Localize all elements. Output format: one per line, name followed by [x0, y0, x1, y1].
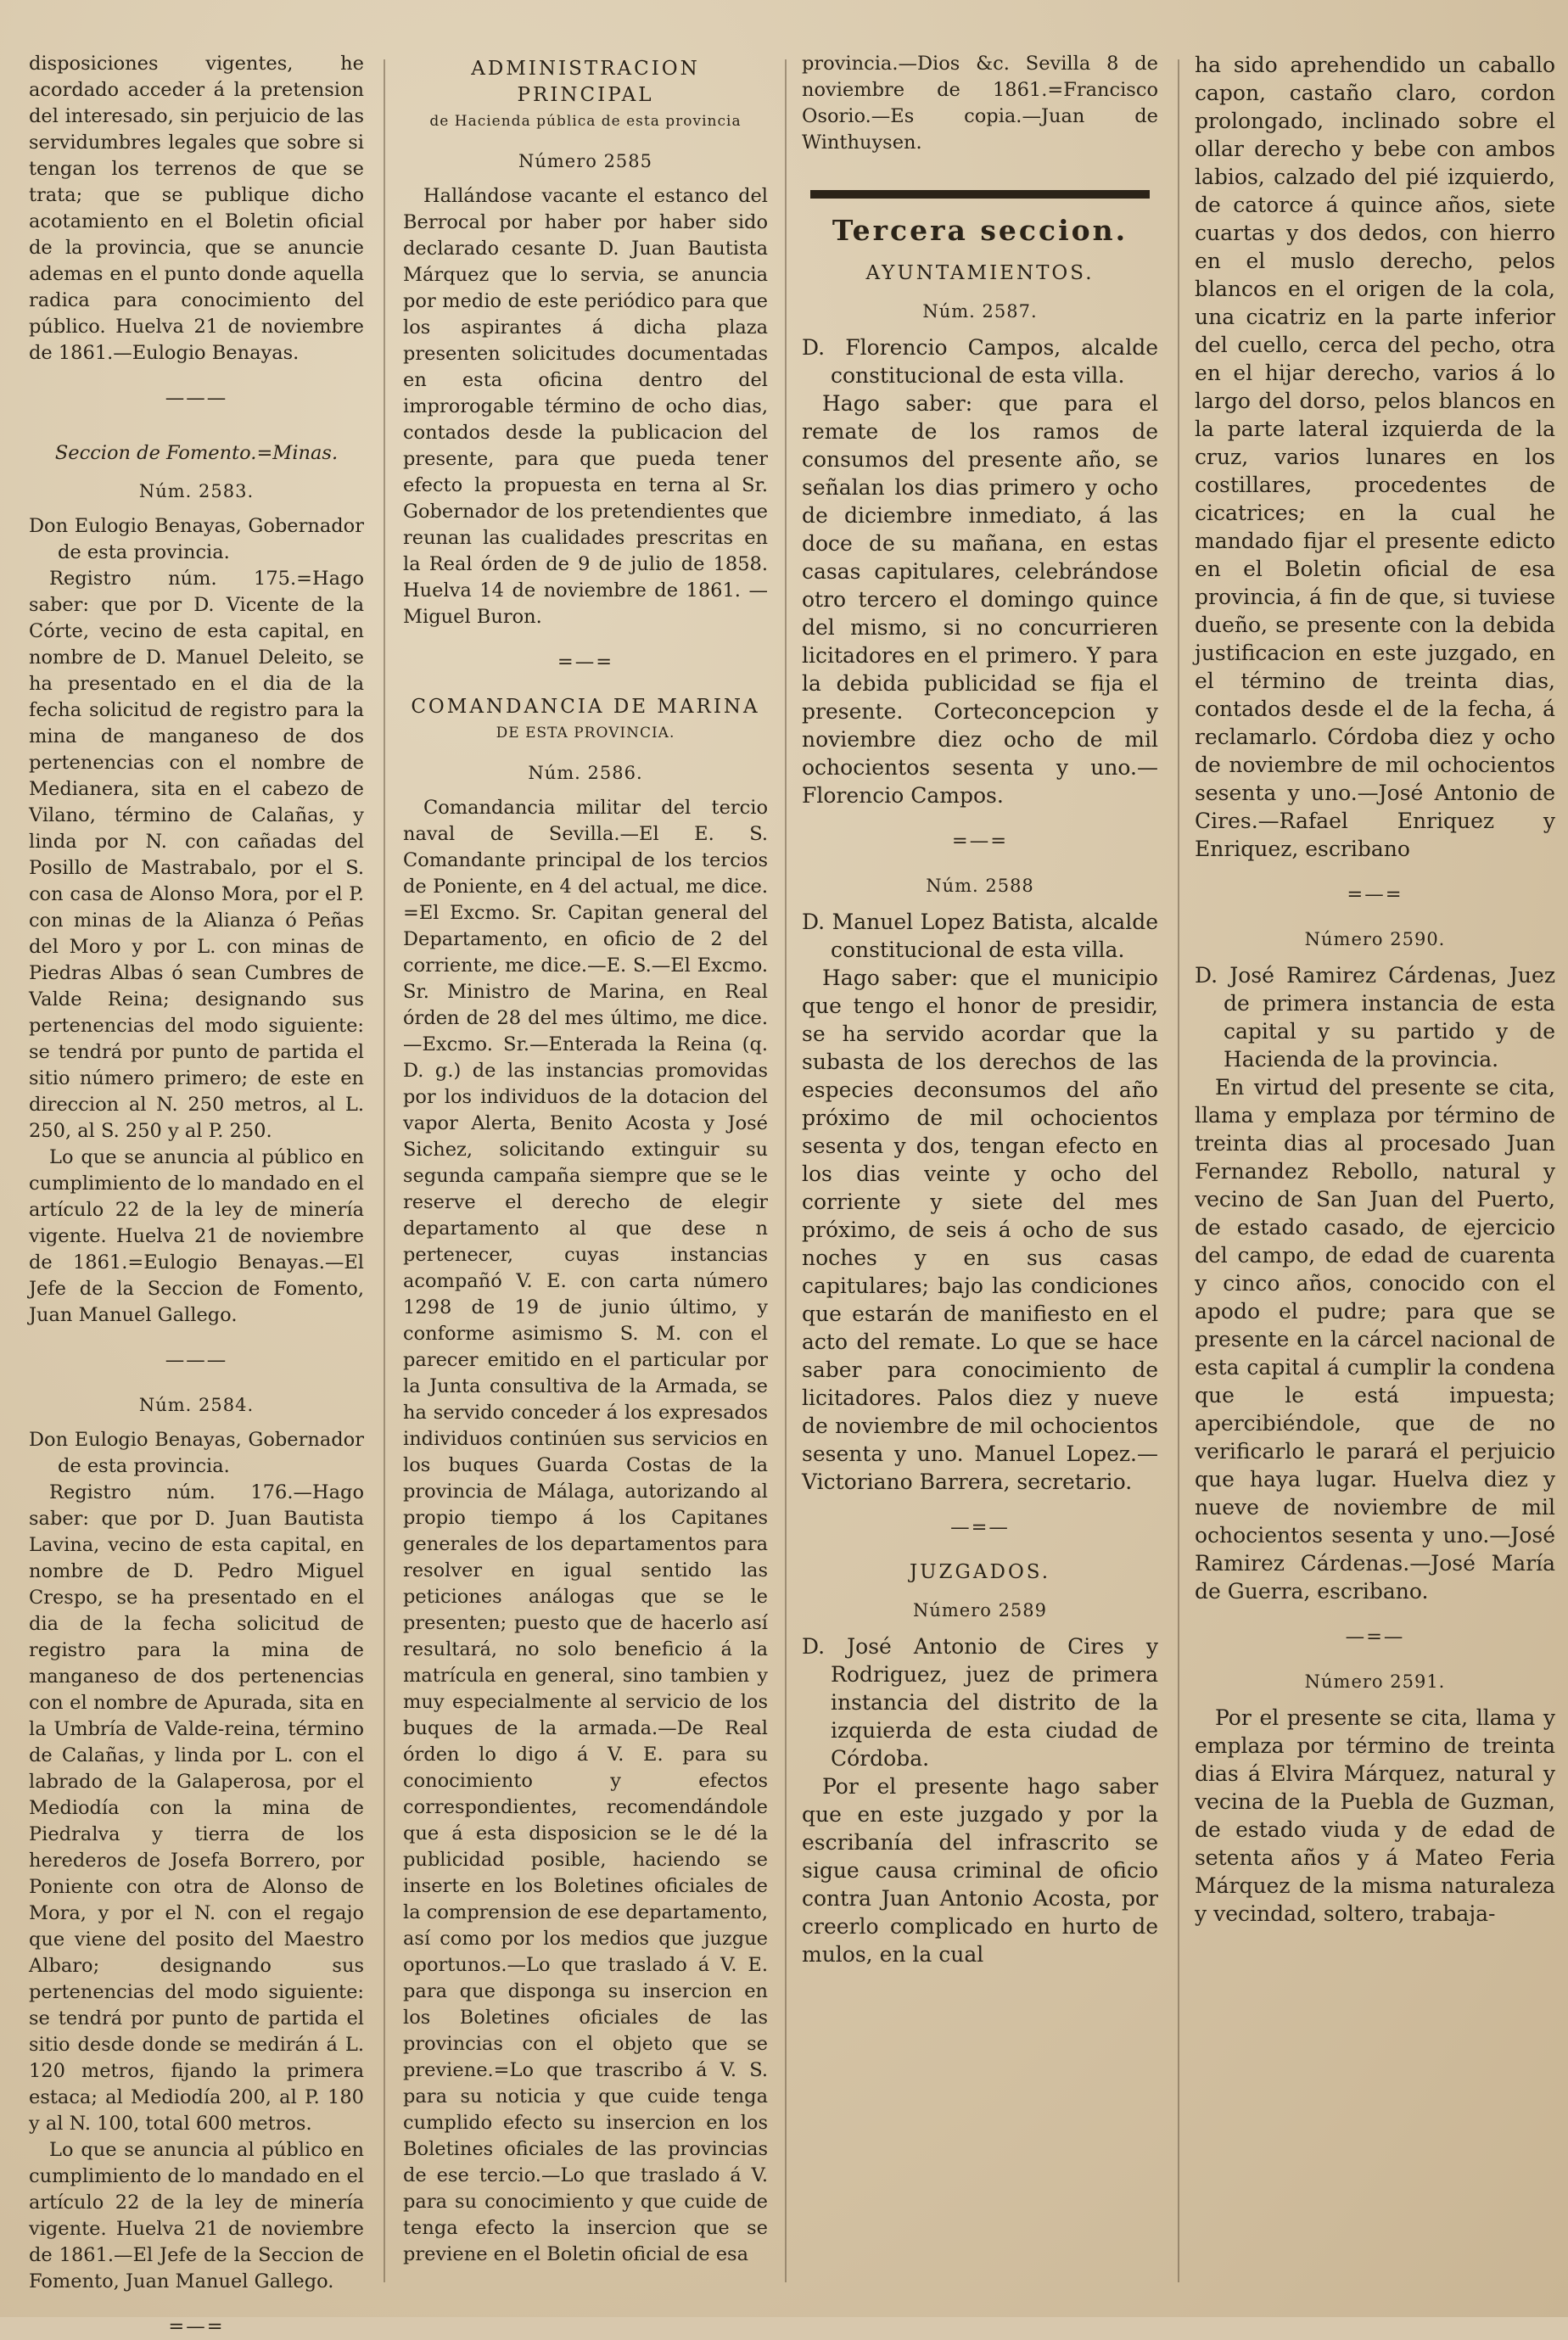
paragraph: Hallándose vacante el estanco del Berrocal por haber por haber sido declarado cesante D. Juan Bautista Márquez que lo servia, se anuncia por medio de este periódico para que los aspirantes á dicha plaza presenten solicitudes documentadas en esta oficina dentro del improrogable término de ocho dias, contados desde la publicacion del presente, para que pueda tener efecto la propuesta en terna al Sr. Gobernador de los pretendientes que reunan las cualidades prescritas en la Real órden de 9 de julio de 1858. Huelva 14 de noviembre de 1861. —Miguel Buron.: [403, 185, 768, 628]
column-2: [403, 51, 768, 2299]
notice-number: Número 2589: [912, 1600, 1048, 1621]
notice-number: Número 2590.: [1304, 929, 1446, 949]
paragraph: Hago saber: que el municipio que tengo el honor de presidir, se ha servido acordar que la subasta de los derechos de las especies deconsumos del año próximo de mil ochocientos sesenta y dos, tengan efecto en los dias veinte y ocho del corriente y siete del mes próximo, de seis á ocho de sus noches y en sus casas capitulares; bajo las condiciones que estarán de manifiesto en el acto del remate. Lo que se hace saber para conocimiento de licitadores. Palos diez y nueve de noviembre de mil ochocientos sesenta y uno. Manuel Lopez.—Victoriano Barrera, secretario.: [802, 966, 1158, 1494]
thick-rule: [810, 190, 1150, 199]
section-header: COMANDANCIA DE MARINA: [411, 696, 760, 718]
paragraph: Comandancia militar del tercio naval de Sevilla.—El E. S. Comandante principal de los tercios de Poniente, en 4 del actual, me dice. =El Excmo. Sr. Capitan general del Departamento, en oficio de 2 del corriente, me dice.—E. S.—El Excmo. Sr. Ministro de Marina, en Real órden de 28 del mes último, me dice.—Excmo. Sr.—Enterada la Reina (q. D. g.) de las instancias promovidas por los individuos de la dotacion del vapor Alerta, Benito Acosta y José Sichez, solicitando extinguir su segunda campaña siempre que se le reserve el derecho de elegir departamento al que dese n pertenecer, cuyas instancias acompañó V. E. con carta número 1298 de 19 de junio último, y conforme asimismo S. M. con el parecer emitido en el particular por la Junta consultiva de la Armada, se ha servido conceder á los expresados individuos continúen sus servicios en los buques Guarda Costas de la provincia de Málaga, autorizando al propio tiempo á los Capitanes generales de los departamentos para resolver en igual sentido las peticiones análogas que se le presenten; puesto que de hacerlo así resultará, no solo beneficio á la matrícula en general, sino tambien y muy especialmente al servicio de los buques de la armada.—De Real órden lo digo á V. E. para su conocimiento y efectos correspondientes, recomendándole que á esta disposicion se le dé la publicidad posible, haciendo se inserte en los Boletines oficiales de la comprension de ese departamento, así como por los medios que juzgue oportunos.—Lo que traslado á V. E. para que disponga su insercion en los Boletines oficiales de las provincias con el objeto que se previene.=Lo que trascribo á V. S. para su noticia y que cuide tenga cumplido efecto su insercion en los Boletines oficiales de las provincias de ese tercio.—Lo que traslado á V. para su conocimiento y que cuide de tenga efecto la insercion que se previene en el Boletin oficial de esa: [403, 797, 768, 2265]
section-header: AYUNTAMIENTOS.: [865, 262, 1095, 284]
column-4: [1195, 51, 1555, 2299]
section-header: JUZGADOS.: [909, 1561, 1051, 1583]
paragraph: Hago saber: que para el remate de los ramos de consumos del presente año, se señalan los dias primero y ocho de diciembre inmediato, á las doce de su mañana, en estas casas capitulares, celebrándose otro tercero el domingo quince del mismo, si no concurrieren licitadores en el primero. Y para la debida publicidad se fija el presente. Corteconcepcion y noviembre diez ocho de mil ochocientos sesenta y uno.—Florencio Campos.: [802, 391, 1158, 808]
notice-number: Núm. 2587.: [922, 301, 1038, 322]
column-rule: [785, 59, 787, 2282]
notice-number: Número 2585: [518, 151, 653, 171]
separator: =—=: [951, 830, 1009, 852]
notice-number: Número 2591.: [1304, 1671, 1446, 1692]
paragraph: Lo que se anuncia al público en cumplimiento de lo mandado en el artículo 22 de la ley de minería vigente. Huelva 21 de noviembre de 1861.—El Jefe de la Seccion de Fomento, Juan Manuel Gallego.: [29, 2139, 364, 2292]
column-rule: [1178, 59, 1179, 2282]
notice-heading: Don Eulogio Benayas, Gobernador de esta provincia.: [29, 1429, 364, 1477]
section-header: ADMINISTRACION PRINCIPAL: [471, 58, 700, 106]
paragraph: En virtud del presente se cita, llama y emplaza por término de treinta dias al procesado Juan Fernandez Rebollo, natural y vecino de San Juan del Puerto, de estado casado, de ejercicio del campo, de edad de cuarenta y cinco años, conocido con el apodo el pudre; para que se presente en la cárcel nacional de esta capital á cumplir la condena que le está impuesta; apercibiéndole, que de no verificarlo le parará el perjuicio que haya lugar. Huelva diez y nueve de noviembre de mil ochocientos sesenta y uno.—José Ramirez Cárdenas.—José María de Guerra, escribano.: [1195, 1075, 1555, 1604]
section-title: Tercera seccion.: [832, 214, 1128, 247]
paragraph: disposiciones vigentes, he acordado acceder á la pretension del interesado, sin perjuicio de las servidumbres legales que sobre si tengan los terrenos de que se trata; que se publique dicho acotamiento en el Boletin oficial de la provincia, que se anuncie ademas en el punto donde aquella radica para conocimiento del público. Huelva 21 de noviembre de 1861.—Eulogio Benayas.: [29, 53, 364, 364]
notice-number: Núm. 2588: [926, 876, 1034, 896]
separator: =—=: [168, 2315, 225, 2337]
notice-heading: D. José Antonio de Cires y Rodriguez, juez de primera instancia del distrito de la izquierda de esta ciudad de Córdoba.: [802, 1634, 1158, 1771]
separator: —=—: [1345, 1626, 1405, 1648]
separator: ———: [165, 387, 228, 409]
paragraph: provincia.—Dios &c. Sevilla 8 de noviembre de 1861.=Francisco Osorio.—Es copia.—Juan de Winthuysen.: [802, 53, 1158, 154]
separator: ———: [165, 1349, 228, 1371]
notice-number: Núm. 2584.: [138, 1395, 255, 1415]
paragraph: ha sido aprehendido un caballo capon, castaño claro, cordon prolongado, inclinado sobre el ollar derecho y bebe con ambos labios, calzado del pié izquierdo, de catorce á quince años, siete cuartas y dos dedos, con hierro en el muslo derecho, pelos blancos en el origen de la cola, una cicatriz en la parte inferior del cuello, cerca del pecho, otra en el hijar derecho, varios á lo largo del dorso, pelos blancos en la parte lateral izquierda de la cruz, varios lunares en los costillares, procedentes de cicatrices; en la cual he mandado fijar el presente edicto en el Boletin oficial de esa provincia, á fin de que, si tuviese dueño, se presente con la debida justificacion en este juzgado, en el término de treinta dias, contados desde el de la fecha, á reclamarlo. Córdoba diez y ocho de noviembre de mil ochocientos sesenta y uno.—José Antonio de Cires.—Rafael Enriquez y Enriquez, escribano: [1195, 53, 1555, 861]
paragraph: Lo que se anuncia al público en cumplimiento de lo mandado en el artículo 22 de la ley de minería vigente. Huelva 21 de noviembre de 1861.=Eulogio Benayas.—El Jefe de la Seccion de Fomento, Juan Manuel Gallego.: [29, 1146, 364, 1326]
column-1: [29, 51, 364, 2337]
column-3: [802, 51, 1158, 2299]
section-subheader: de Hacienda pública de esta provincia: [429, 113, 742, 130]
notice-number: Núm. 2583.: [138, 481, 255, 501]
separator: =—=: [1347, 883, 1403, 905]
notice-heading: Don Eulogio Benayas, Gobernador de esta provincia.: [29, 515, 364, 563]
paragraph: Registro núm. 175.=Hago saber: que por D. Vicente de la Córte, vecino de esta capital, en nombre de D. Manuel Deleito, se ha presentado en el dia de la fecha solicitud de registro para la mina de manganeso de dos pertenencias con el nombre de Medianera, sita en el cabezo de Vilano, término de Calañas, y linda por N. con cañadas del Posillo de Mastrabalo, por el S. con casa de Alonso Mora, por el P. con minas de la Alianza ó Peñas del Moro y por L. con minas de Piedras Albas ó sean Cumbres de Valde Reina; designando sus pertenencias del modo siguiente: se tendrá por punto de partida el sitio número primero; de este en direccion al N. 250 metros, al L. 250, al S. 250 y al P. 250.: [29, 568, 364, 1142]
paragraph: Por el presente hago saber que en este juzgado y por la escribanía del infrascrito se sigue causa criminal de oficio contra Juan Antonio Acosta, por creerlo complicado en hurto de mulos, en la cual: [802, 1774, 1158, 1967]
notice-heading: D. Manuel Lopez Batista, alcalde constitucional de esta villa.: [802, 910, 1158, 962]
section-subheader: DE ESTA PROVINCIA.: [496, 725, 675, 742]
paragraph: Por el presente se cita, llama y emplaza por término de treinta dias á Elvira Márquez, natural y vecina de la Puebla de Guzman, de estado viuda y de edad de setenta años y á Mateo Feria Márquez de la misma naturaleza y vecindad, soltero, trabaja-: [1195, 1705, 1555, 1926]
column-rule: [384, 59, 385, 2282]
separator: —=—: [950, 1516, 1010, 1538]
notice-number: Núm. 2586.: [528, 763, 643, 783]
paragraph: Registro núm. 176.—Hago saber: que por D. Juan Bautista Lavina, vecino de esta capital, en nombre de D. Pedro Miguel Crespo, se ha presentado en el dia de la fecha solicitud de registro para la mina de manganeso de dos pertenencias con el nombre de Apurada, sita en la Umbría de Valde-reina, término de Calañas, y linda por L. con el labrado de la Galaperosa, por el Mediodía con la mina de Piedralva y tierra de los herederos de Josefa Borrero, por Poniente con otra de Alonso de Mora, y por el N. con el regajo que viene del posito del Maestro Albaro; designando sus pertenencias del modo siguiente: se tendrá por punto de partida el sitio desde donde se medirán á L. 120 metros, fijando la primera estaca; al Mediodía 200, al P. 180 y al N. 100, total 600 metros.: [29, 1481, 364, 2135]
section-label: Seccion de Fomento.=Minas.: [54, 442, 339, 464]
notice-heading: D. Florencio Campos, alcalde constitucional de esta villa.: [802, 335, 1158, 388]
separator: =—=: [557, 651, 614, 673]
notice-heading: D. José Ramirez Cárdenas, Juez de primera instancia de esta capital y su partido y de Hacienda de la provincia.: [1195, 963, 1555, 1072]
